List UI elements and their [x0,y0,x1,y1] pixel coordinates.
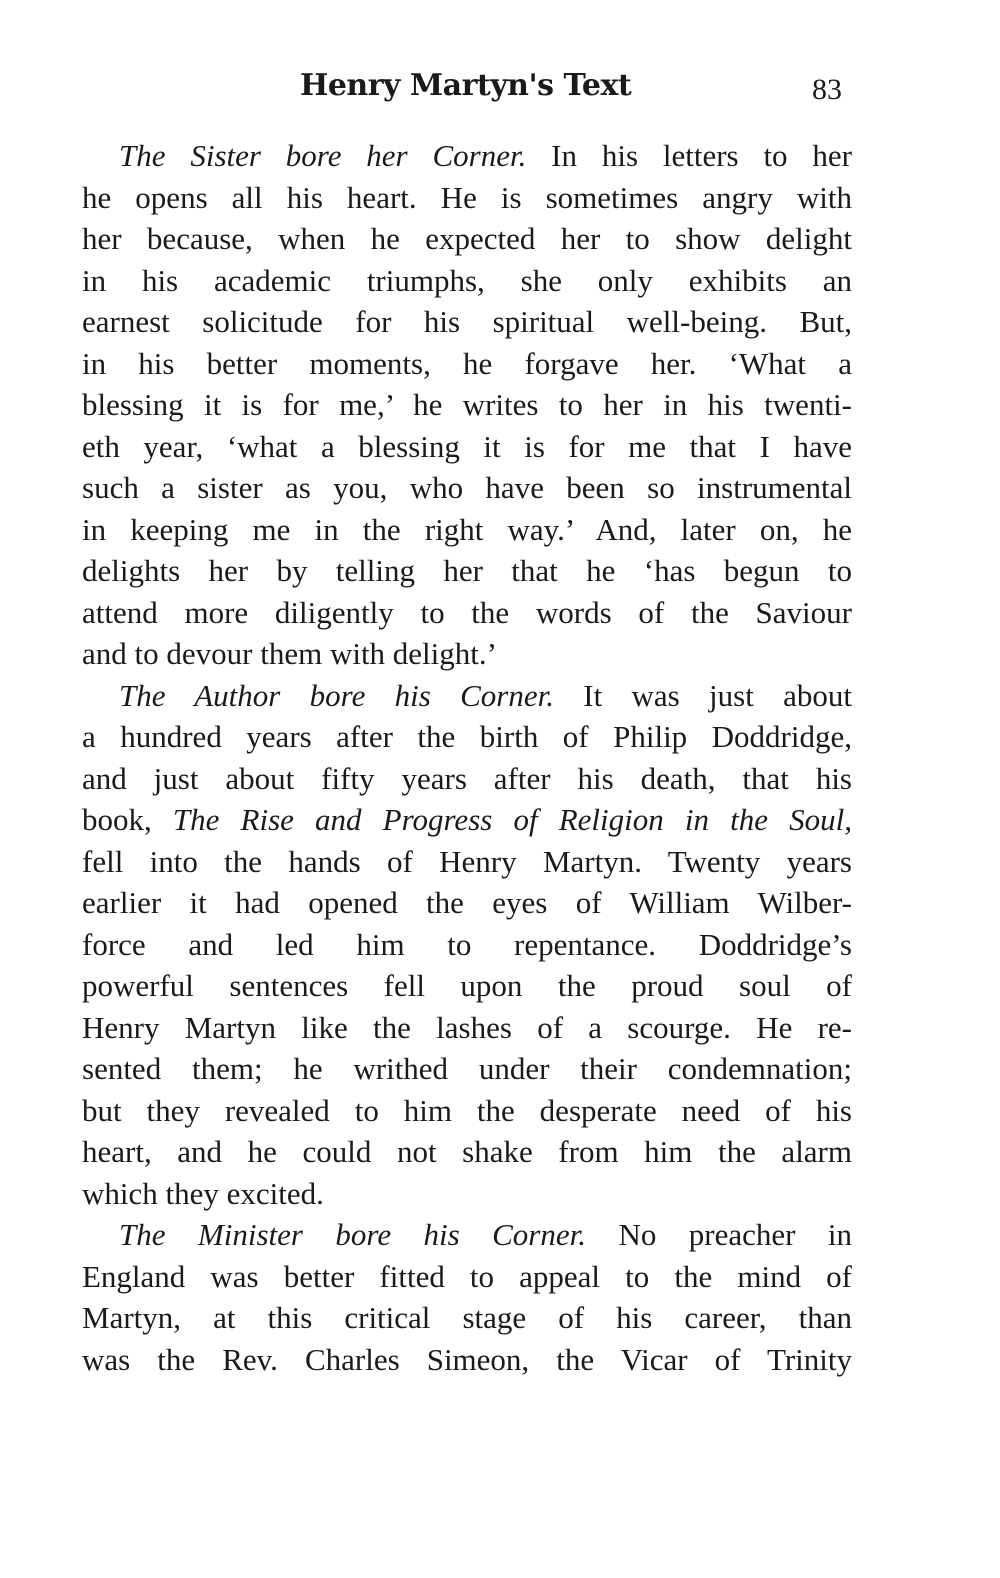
paragraph-2-line-13: which they excited. [82,1175,324,1211]
paragraph-1-line-5: earnest solicitude for his spiritual well-being. But, [82,304,852,339]
body-text [82,135,852,1380]
paragraph-3-line-3: Martyn, at this critical stage of his career, than [82,1300,852,1335]
section-heading-sister: The Sister bore her Corner. [119,138,527,173]
paragraph-1-line-4: in his academic triumphs, she only exhibits an [82,262,852,298]
paragraph-2-line-6: earlier it had opened the eyes of William Wilber- [82,885,852,920]
paragraph-1-line-1: The Sister bore her Corner. In his letters to her [119,138,852,173]
paragraph-2-line-8: powerful sentences fell upon the proud soul of [82,968,852,1003]
paragraph-1-line-8: eth year, ‘what a blessing it is for me that I have [82,428,852,464]
paragraph-2-line-4: book, The Rise and Progress of Religion in the Soul, [82,802,852,837]
paragraph-2-line-11: but they revealed to him the desperate need of his [82,1092,852,1128]
paragraph-3-line-2: England was better fitted to appeal to the mind of [82,1258,852,1294]
running-head [0,66,1000,106]
paragraph-1-line-3: her because, when he expected her to show delight [82,221,852,256]
paragraph-2-line-9: Henry Martyn like the lashes of a scourge. He re- [82,1009,852,1045]
page-number: 83 [812,73,842,106]
paragraph-1-line-10: in keeping me in the right way.’ And, later on, he [82,511,852,547]
paragraph-1-line-11: delights her by telling her that he ‘has begun to [82,553,852,588]
paragraph-1-line-13: and to devour them with delight.’ [82,636,497,671]
paragraph-2-line-5: fell into the hands of Henry Martyn. Twenty years [82,843,852,879]
paragraph-1-line-7: blessing it is for me,’ he writes to her in his twenti- [82,387,852,422]
paragraph-2-line-10: sented them; he writhed under their condemnation; [82,1051,852,1086]
paragraph-2-line-3: and just about fifty years after his death, that his [82,760,852,796]
paragraph-2-line-1: The Author bore his Corner. It was just about [119,677,852,713]
paragraph-2-line-7: force and led him to repentance. Doddridge’s [82,926,852,962]
paragraph-3-line-4: was the Rev. Charles Simeon, the Vicar of Trinity [82,1341,852,1377]
paragraph-3-line-1: The Minister bore his Corner. No preacher in [119,1217,852,1252]
paragraph-1-line-12: attend more diligently to the words of the Saviour [82,594,852,630]
paragraph-1-line-2: he opens all his heart. He is sometimes angry with [82,179,852,215]
paragraph-1-line-9: such a sister as you, who have been so instrumental [82,470,852,505]
paragraph-2-line-2: a hundred years after the birth of Philip Doddridge, [82,719,852,754]
running-title: Henry Martyn's Text [300,68,632,103]
section-heading-author: The Author bore his Corner. [119,677,554,713]
paragraph-1-line-6: in his better moments, he forgave her. ‘What a [82,345,852,381]
section-heading-minister: The Minister bore his Corner. [119,1217,587,1252]
paragraph-2-line-12: heart, and he could not shake from him the alarm [82,1134,852,1169]
book-title: The Rise and Progress of Religion in the Soul, [172,802,852,837]
